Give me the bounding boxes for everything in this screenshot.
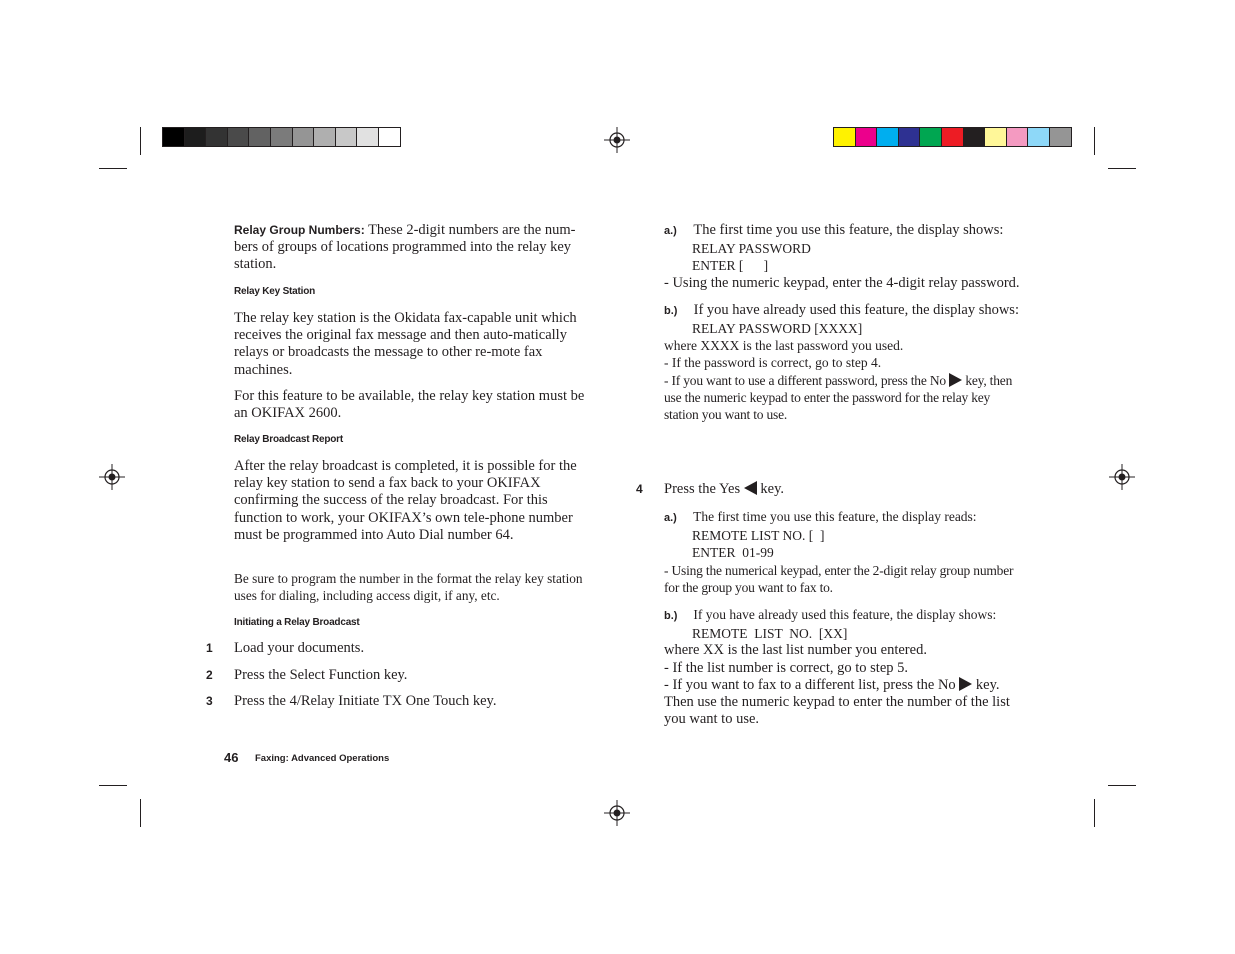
substep-b2-different-pre: - If you want to fax to a different list, press the No [664, 676, 956, 693]
display-readout: RELAY PASSWORD [692, 241, 811, 257]
display-readout: ENTER 01-99 [692, 545, 774, 561]
substep-a2-instruction: - Using the numerical keypad, enter the 2-digit relay group number for the group you want to fax to. [664, 562, 1014, 595]
initiating-heading: Initiating a Relay Broadcast [234, 617, 360, 628]
substep-b-different [664, 372, 1026, 424]
substep-a2-text: The first time you use this feature, the display reads: [693, 509, 977, 524]
relay-key-paragraph-2: For this feature to be available, the relay key station must be an OKIFAX 2600. [234, 388, 585, 422]
display-readout: ENTER [ ] [692, 258, 769, 274]
substep-a-instruction: - Using the numeric keypad, enter the 4-digit relay password. [664, 274, 1020, 291]
grayscale-swatch [270, 127, 293, 147]
substep-a-text: The first time you use this feature, the display shows: [693, 222, 1004, 238]
right-column [664, 222, 1026, 423]
substep-b2-label: b.) [664, 610, 678, 623]
registration-mark-right-icon [1109, 464, 1135, 490]
substep-a2-label: a.) [664, 512, 677, 524]
step-number: 3 [206, 694, 213, 708]
crop-mark-top-left-h [99, 168, 127, 169]
crop-mark-bottom-left-h [99, 785, 127, 786]
substep-b-correct: - If the password is correct, go to step 4. [664, 355, 882, 371]
relay-report-paragraph-1: After the relay broadcast is completed, it is possible for the relay key station to send a fax back to your OKIFAX confirming the success of the relay broadcast. For this function to work, your OKIFAX’s own tele-phone number must be programmed into Auto Dial number 64. [234, 458, 577, 543]
substep-b [664, 302, 1026, 320]
grayscale-swatch [205, 127, 228, 147]
step-number: 2 [206, 668, 213, 682]
grayscale-swatch [313, 127, 336, 147]
grayscale-swatch [184, 127, 207, 147]
grayscale-swatch [292, 127, 315, 147]
crop-mark-top-left-v [140, 127, 141, 155]
substep-b2-different [664, 677, 1028, 729]
no-arrow-icon [949, 373, 962, 387]
grayscale-swatch [227, 127, 250, 147]
step-text: Load your documents. [234, 640, 365, 656]
registration-mark-bottom-icon [604, 800, 630, 826]
step-number: 4 [636, 482, 643, 496]
substep-b-text: If you have already used this feature, the display shows: [693, 301, 1019, 318]
page-number: 46 [224, 750, 239, 765]
grayscale-swatch [162, 127, 185, 147]
process-color-swatch [855, 127, 878, 147]
relay-group-text: These 2-digit numbers are the num-bers of groups of locations programmed into the relay key station. [234, 222, 576, 273]
step-4-text-pre: Press the Yes [664, 481, 741, 497]
relay-key-paragraph-1: The relay key station is the Okidata fax-capable unit which receives the original fax message and then auto-matically relays or broadcasts the message to other re-mote fax machines. [234, 310, 577, 378]
footer-title: Faxing: Advanced Operations [255, 753, 390, 764]
substep-a-label: a.) [664, 225, 677, 237]
no-arrow-icon [959, 677, 972, 691]
process-color-swatch [963, 127, 986, 147]
grayscale-swatch [335, 127, 358, 147]
substep-b-different-post: key, then use the numeric keypad to enter the password for the relay key station you want to use. [664, 372, 1013, 423]
process-color-swatch [833, 127, 856, 147]
display-readout: REMOTE LIST NO. [ ] [692, 528, 825, 544]
step-4-text [664, 481, 784, 498]
step-4-text-post: key. [760, 481, 785, 497]
process-color-swatch [984, 127, 1007, 147]
substep-b-different-pre: - If you want to use a different password, press the No [664, 372, 946, 388]
display-readout: RELAY PASSWORD [XXXX] [692, 321, 863, 337]
process-color-swatch [898, 127, 921, 147]
crop-mark-top-right-h [1108, 168, 1136, 169]
process-color-swatch [1006, 127, 1029, 147]
relay-group-label: Relay Group Numbers: [234, 223, 365, 237]
substep-a2 [664, 508, 1028, 527]
step-text: Press the 4/Relay Initiate TX One Touch key. [234, 693, 497, 709]
grayscale-swatch [378, 127, 401, 147]
grayscale-swatch [356, 127, 379, 147]
substep-b2-text: If you have already used this feature, the display shows: [693, 607, 997, 623]
substep-b2-correct: - If the list number is correct, go to step 5. [664, 659, 909, 676]
yes-arrow-icon [744, 481, 757, 495]
substep-b-label: b.) [664, 304, 678, 317]
crop-mark-bottom-right-h [1108, 785, 1136, 786]
relay-report-paragraph-2: Be sure to program the number in the format the relay key station uses for dialing, including access digit, if any, etc. [234, 571, 583, 604]
grayscale-swatch [248, 127, 271, 147]
relay-key-heading: Relay Key Station [234, 286, 316, 297]
process-color-swatch [876, 127, 899, 147]
substep-b2-where: where XX is the last list number you entered. [664, 642, 927, 659]
substep-b2 [664, 606, 1028, 625]
step-number: 1 [206, 641, 213, 655]
substep-b-where: where XXXX is the last password you used. [664, 338, 904, 354]
crop-mark-top-right-v [1094, 127, 1095, 155]
right-column-lower [664, 508, 1028, 728]
crop-mark-bottom-right-v [1094, 799, 1095, 827]
relay-report-heading: Relay Broadcast Report [234, 434, 343, 445]
substep-b2-different-post: key. Then use the numeric keypad to enter the number of the list you want to use. [664, 676, 1010, 728]
registration-mark-left-icon [99, 464, 125, 490]
registration-mark-top-icon [604, 127, 630, 153]
process-color-swatch [941, 127, 964, 147]
process-color-swatch [919, 127, 942, 147]
process-color-swatch [1027, 127, 1050, 147]
step-text: Press the Select Function key. [234, 667, 408, 683]
display-readout: REMOTE LIST NO. [XX] [692, 626, 848, 642]
substep-a [664, 222, 1026, 240]
relay-group-paragraph [234, 222, 592, 274]
process-color-swatch [1049, 127, 1072, 147]
crop-mark-bottom-left-v [140, 799, 141, 827]
